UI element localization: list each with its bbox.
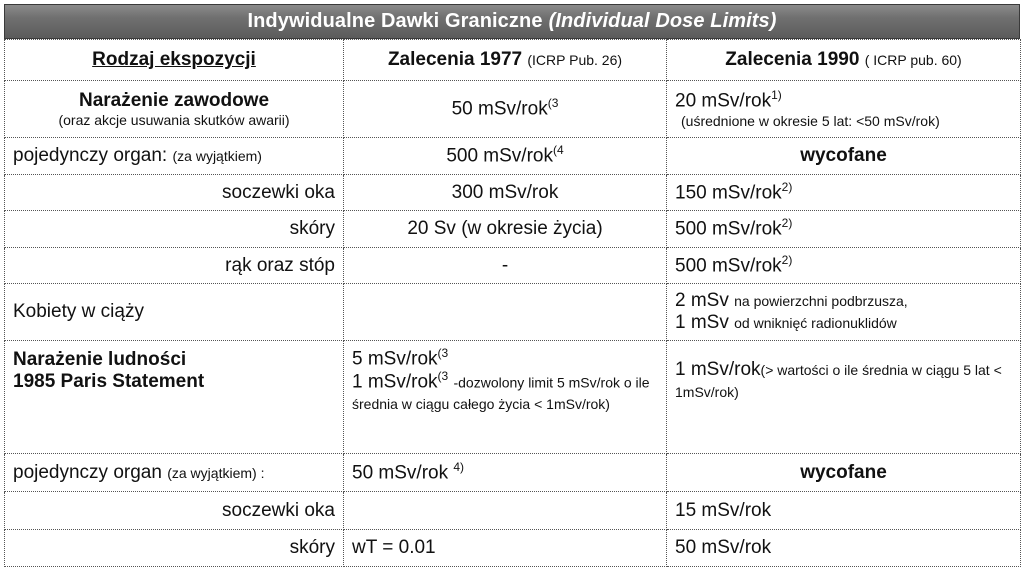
header-exposure-type: Rodzaj ekspozycji	[5, 40, 344, 81]
header-row	[5, 40, 1021, 81]
table-title	[4, 4, 1020, 39]
dose-limits-table-container	[4, 4, 1020, 583]
cell-1977: 50 mSv/rok$^{(3}$	[344, 81, 667, 138]
table-row	[5, 248, 1021, 284]
cell-1990: wycofane	[667, 138, 1021, 175]
cell-exposure: skóry	[5, 211, 344, 248]
cell-1977: 20 Sv (w okresie życia)	[344, 211, 667, 248]
cell-1990: 150 mSv/rok$^{2)}$	[667, 175, 1021, 211]
cell-1990: wycofane	[667, 454, 1021, 492]
table-row	[5, 284, 1021, 341]
cell-exposure: skóry	[5, 530, 344, 567]
header-1990: Zalecenia 1990 ( ICRP pub. 60)	[667, 40, 1021, 81]
title-main: Indywidualne Dawki Graniczne	[247, 10, 543, 32]
cell-1990: 500 mSv/rok$^{2)}$	[667, 211, 1021, 248]
cell-1977	[344, 492, 667, 530]
cell-1977: 500 mSv/rok$^{(4}$	[344, 138, 667, 175]
cell-1977	[344, 284, 667, 341]
dose-limits-table	[4, 39, 1021, 567]
table-row	[5, 454, 1021, 492]
cell-exposure: pojedynczy organ: (za wyjątkiem)	[5, 138, 344, 175]
cell-1990: 50 mSv/rok	[667, 530, 1021, 567]
cell-exposure: rąk oraz stóp	[5, 248, 344, 284]
cell-exposure: soczewki oka	[5, 492, 344, 530]
cell-1990: 20 mSv/rok$^{1)}$ (uśrednione w okresie 5 lat: <50 mSv/rok)	[667, 81, 1021, 138]
cell-1990: 2 mSv na powierzchni podbrzusza, 1 mSv od wniknięć radionuklidów	[667, 284, 1021, 341]
table-row	[5, 81, 1021, 138]
cell-1990: 500 mSv/rok$^{2)}$	[667, 248, 1021, 284]
cell-1990: 15 mSv/rok	[667, 492, 1021, 530]
header-1977: Zalecenia 1977 (ICRP Pub. 26)	[344, 40, 667, 81]
table-row	[5, 175, 1021, 211]
table-row	[5, 341, 1021, 454]
title-italic: (Individual Dose Limits)	[548, 10, 777, 32]
cell-exposure: Narażenie ludności 1985 Paris Statement	[5, 341, 344, 454]
table-row	[5, 492, 1021, 530]
table-row	[5, 211, 1021, 248]
cell-1977: 5 mSv/rok$^{(3}$ 1 mSv/rok$^{(3}$ -dozwolony limit 5 mSv/rok o ile średnia w ciągu całego życia < 1mSv/rok)	[344, 341, 667, 454]
cell-1977: -	[344, 248, 667, 284]
cell-1977: 300 mSv/rok	[344, 175, 667, 211]
cell-1977: 50 mSv/rok $^{4)}$	[344, 454, 667, 492]
cell-exposure: Narażenie zawodowe (oraz akcje usuwania skutków awarii)	[5, 81, 344, 138]
cell-exposure: pojedynczy organ (za wyjątkiem) :	[5, 454, 344, 492]
cell-exposure: Kobiety w ciąży	[5, 284, 344, 341]
cell-exposure: soczewki oka	[5, 175, 344, 211]
table-row	[5, 530, 1021, 567]
cell-1990: 1 mSv/rok(> wartości o ile średnia w ciągu 5 lat < 1mSv/rok)	[667, 341, 1021, 454]
table-row	[5, 138, 1021, 175]
cell-1977: wT = 0.01	[344, 530, 667, 567]
